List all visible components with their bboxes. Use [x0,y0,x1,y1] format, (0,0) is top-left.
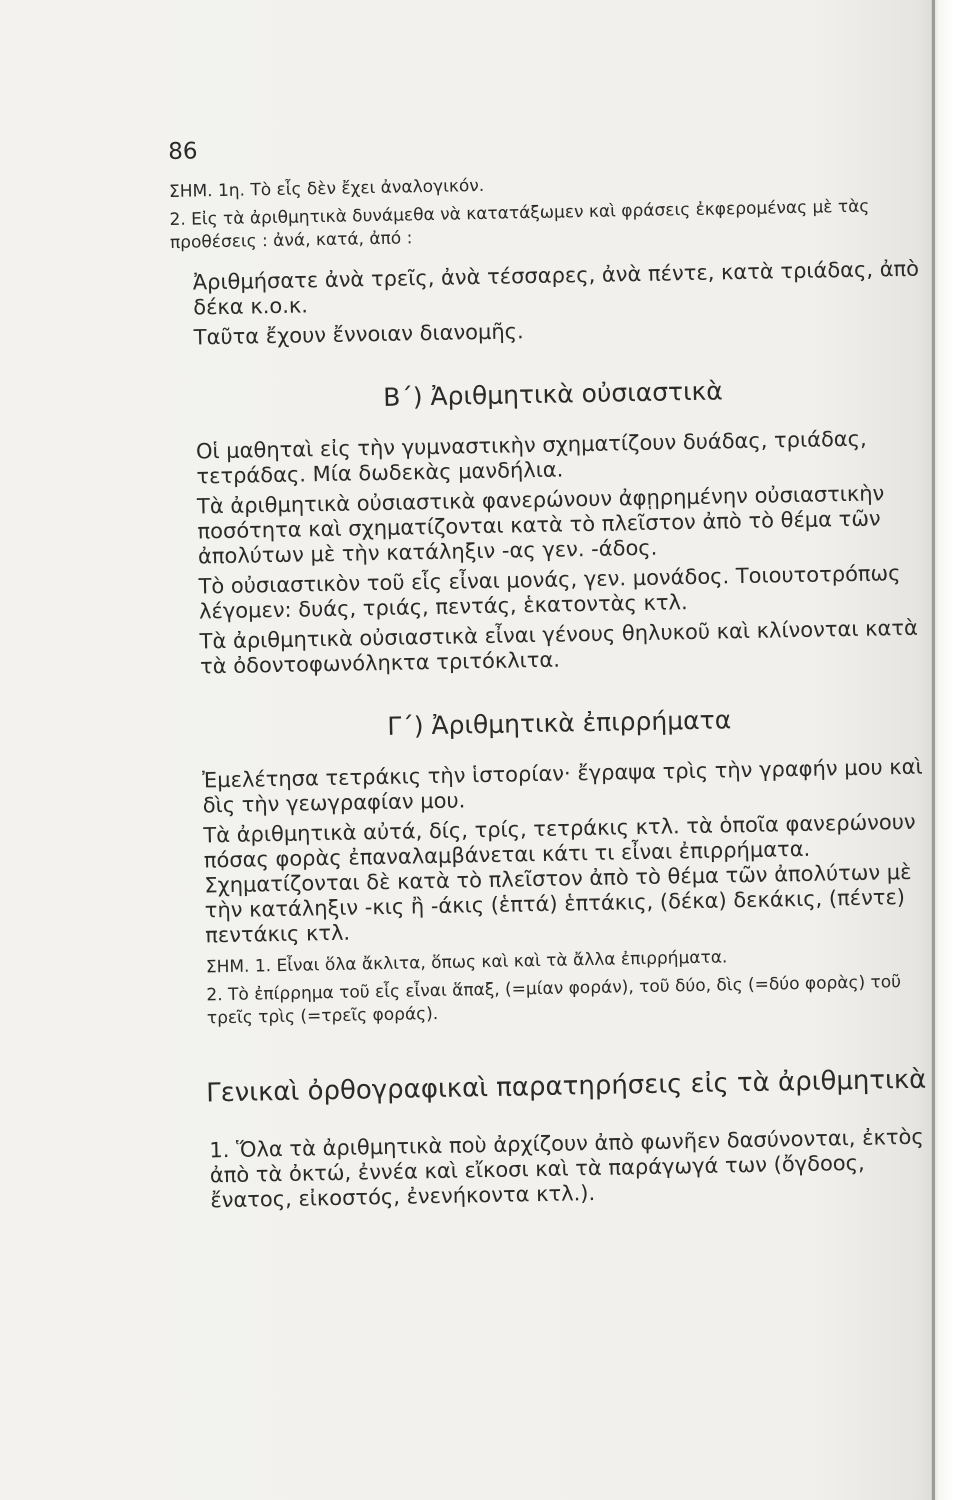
section-c-paragraph-1: Ἐμελέτησα τετράκις τὴν ἱστορίαν· ἔγραψα τρὶς τὴν γραφήν μου καὶ δὶς τὴν γεωγραφίαν μου. [202,754,923,818]
section-c-paragraph-2: Τὰ ἀριθμητικὰ αὐτά, δίς, τρίς, τετράκις κτλ. τὰ ὁποῖα φανερώνουν πόσας φορὰς ἐπαναλαμβάνεται κάτι τι εἶναι ἐπιρρήματα. Σχηματίζονται δὲ κατὰ τὸ πλεῖστον ἀπὸ τὸ θέμα τῶν ἀπολύτων μὲ τὴν κατάληξιν -κις ἢ -άκις (ἑπτά) ἑπτάκις, (δέκα) δεκάκις, (πέντε) πεντάκις κτλ. [203,809,916,948]
section-b-paragraph-2: Τὰ ἀριθμητικὰ οὐσιαστικὰ φανερώνουν ἀφῃρημένην οὐσιαστικὴν ποσότητα καὶ σχηματίζονται κατὰ τὸ πλεῖστον ἀπὸ τὸ θέμα τῶν ἀπολύτων μὲ τὴν κατάληξιν -ας γεν. -άδος. [196,481,885,569]
section-d-paragraph-1: 1. Ὅλα τὰ ἀριθμητικὰ ποὺ ἀρχίζουν ἀπὸ φωνῆεν δασύνονται, ἐκτὸς ἀπὸ τὰ ὀκτώ, ἐννέα καὶ εἴκοσι καὶ τὰ παράγωγά των (ὄγδοος, ἔνατος, εἰκοστός, ἐνενήκοντα κτλ.). [209,1124,924,1213]
section-c-heading: Γ΄) Ἀριθμητικὰ ἐπιρρήματα [387,705,732,741]
section-d-heading: Γενικαὶ ὀρθογραφικαὶ παρατηρήσεις εἰς τὰ ἀριθμητικὰ [205,1064,927,1109]
section-b-paragraph-4: Τὰ ἀριθμητικὰ οὐσιαστικὰ εἶναι γένους θηλυκοῦ καὶ κλίνονται κατὰ τὰ ὀδοντοφωνόληκτα τριτόκλιτα. [199,615,919,679]
example-note: Ταῦτα ἔχουν ἔννοιαν διανομῆς. [193,319,524,350]
note-1: ΣΗΜ. 1η. Τὸ εἷς δὲν ἔχει ἀναλογικόν. [168,175,485,202]
page-number: 86 [167,138,198,165]
section-c-note-2: 2. Τὸ ἐπίρρημα τοῦ εἷς εἶναι ἅπαξ, (=μίαν φοράν), τοῦ δύο, δὶς (=δύο φορὰς) τοῦ τρεῖς τρὶς (=τρεῖς φοράς). [206,972,902,1029]
note-2: 2. Εἰς τὰ ἀριθμητικὰ δυνάμεθα νὰ κατατάξωμεν καὶ φράσεις ἐκφερομένας μὲ τὰς προθέσεις : ἀνά, κατά, ἀπό : [169,196,870,253]
section-b-paragraph-3: Τὸ οὐσιαστικὸν τοῦ εἷς εἶναι μονάς, γεν. μονάδος. Τοιουτοτρόπως λέγομεν: δυάς, τριάς, πεντάς, ἑκατοντὰς κτλ. [198,561,901,624]
page-text [168,125,948,1213]
page-fold-line [932,0,935,1500]
section-c-note-1: ΣΗΜ. 1. Εἶναι ὅλα ἄκλιτα, ὅπως καὶ καὶ τὰ ἄλλα ἐπιρρήματα. [205,947,728,978]
example-numbering: Ἀριθμήσατε ἀνὰ τρεῖς, ἀνὰ τέσσαρες, ἀνὰ πέντε, κατὰ τριάδας, ἀπὸ δέκα κ.ο.κ. [192,256,920,320]
section-b-heading: Β΄) Ἀριθμητικὰ οὐσιαστικὰ [382,376,724,412]
section-b-paragraph-1: Οἱ μαθηταὶ εἰς τὴν γυμναστικὴν σχηματίζουν δυάδας, τριάδας, τετράδας. Μία δωδεκὰς μανδήλια. [195,426,867,489]
